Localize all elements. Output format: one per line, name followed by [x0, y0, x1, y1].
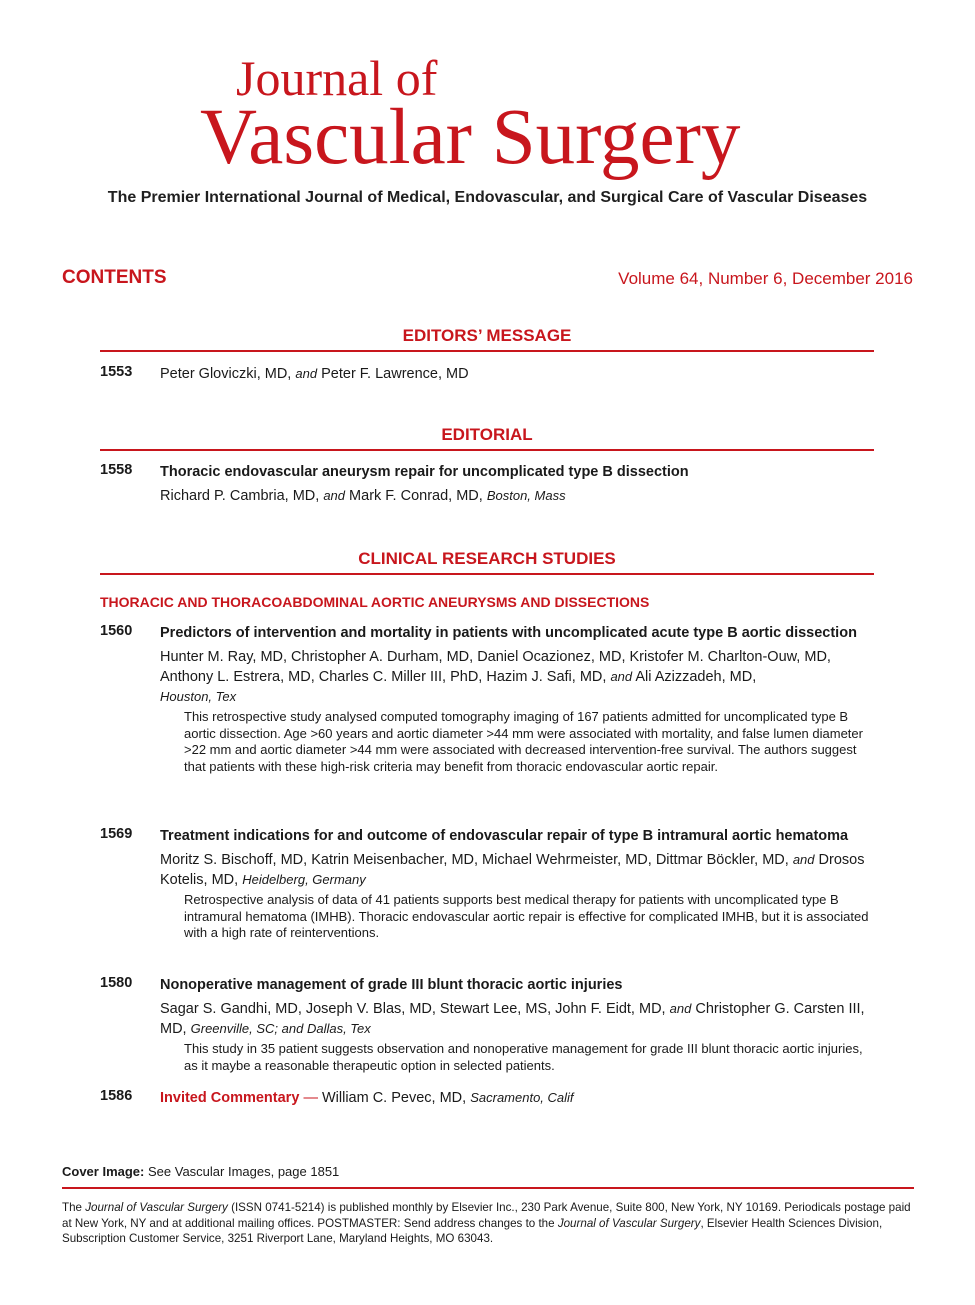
invited-commentary-link[interactable]: Invited Commentary — [160, 1090, 300, 1106]
section-rule — [100, 449, 874, 451]
subsection-heading: THORACIC AND THORACOABDOMINAL AORTIC ANEURYSMS AND DISSECTIONS — [100, 594, 650, 610]
page-number: 1586 — [100, 1088, 133, 1104]
page-number: 1560 — [100, 623, 133, 639]
page-number: 1553 — [100, 364, 133, 380]
section-heading-editorial: EDITORIAL — [441, 425, 533, 444]
abstract: This retrospective study analysed computed tomography imaging of 167 patients admitted for uncomplicated type B aortic dissection. Age >60 years and aortic diameter >44 mm were associated with mortality, and false lumen diameter >22 mm and aortic diameter >44 mm were associated with decreased intervention-free survival. The authors suggest that patients with these high-risk criteria may benefit from thoracic endovascular aortic repair. — [184, 709, 863, 774]
masthead-line2: Vascular Surgery — [200, 94, 741, 181]
masthead-line1: Journal of — [236, 50, 438, 106]
toc-entry-1569[interactable] — [100, 826, 880, 942]
toc-entry-1558[interactable] — [100, 462, 880, 506]
article-title[interactable]: Treatment indications for and outcome of endovascular repair of type B intramural aortic hematoma — [160, 828, 849, 844]
commentary-line: Invited Commentary — William C. Pevec, MD, Sacramento, Calif — [160, 1090, 574, 1106]
authors: Richard P. Cambria, MD, and Mark F. Conrad, MD, Boston, Mass — [160, 488, 566, 504]
masthead — [0, 50, 975, 181]
journal-subtitle: The Premier International Journal of Medical, Endovascular, and Surgical Care of Vascular Diseases — [107, 189, 868, 206]
cover-image-note: Cover Image: See Vascular Images, page 1851 — [62, 1164, 340, 1179]
page-number: 1569 — [100, 826, 133, 842]
section-rule — [100, 350, 874, 352]
toc-entry-1580[interactable] — [100, 975, 880, 1074]
authors: Sagar S. Gandhi, MD, Joseph V. Blas, MD, Stewart Lee, MS, John F. Eidt, MD, and Christopher G. Carsten III, MD, Greenville, SC; and Dallas, Tex — [160, 1001, 865, 1037]
toc-entry-1553[interactable] — [100, 364, 880, 384]
authors: Hunter M. Ray, MD, Christopher A. Durham, MD, Daniel Ocazionez, MD, Kristofer M. Charlton-Ouw, MD, Anthony L. Estrera, MD, Charles C. Miller III, PhD, Hazim J. Safi, MD, and Ali Azizzadeh, MD, Houston, Tex — [160, 649, 831, 704]
abstract: This study in 35 patient suggests observation and nonoperative management for grade III blunt thoracic aortic injuries, as it maybe a reasonable therapeutic option in selected patients. — [184, 1041, 863, 1073]
article-title[interactable]: Nonoperative management of grade III blunt thoracic aortic injuries — [160, 977, 623, 993]
page-number: 1558 — [100, 462, 133, 478]
section-rule — [100, 573, 874, 575]
toc-entry-1560[interactable] — [100, 623, 880, 775]
issue-info: Volume 64, Number 6, December 2016 — [618, 269, 913, 288]
authors: Moritz S. Bischoff, MD, Katrin Meisenbacher, MD, Michael Wehrmeister, MD, Dittmar Böckler, MD, and Drosos Kotelis, MD, Heidelberg, Germany — [160, 852, 865, 888]
section-heading-clinical-research: CLINICAL RESEARCH STUDIES — [358, 549, 616, 568]
authors: Peter Gloviczki, MD, and Peter F. Lawrence, MD — [160, 366, 469, 382]
contents-label: CONTENTS — [62, 267, 167, 288]
page-number: 1580 — [100, 975, 133, 991]
publication-footer: The Journal of Vascular Surgery (ISSN 0741-5214) is published monthly by Elsevier Inc., 230 Park Avenue, Suite 800, New York, NY 10169. Periodicals postage paid at New York, NY and at additional mailing offices. POSTMASTER: Send address changes to the Journal of Vascular Surgery, Elsevier Health Sciences Division, Subscription Customer Service, 3251 Riverport Lane, Maryland Heights, MO 63043. — [62, 1201, 911, 1245]
section-heading-editors-message: EDITORS’ MESSAGE — [402, 326, 572, 345]
article-title[interactable]: Predictors of intervention and mortality in patients with uncomplicated acute type B aortic dissection — [160, 625, 857, 641]
abstract: Retrospective analysis of data of 41 patients supports best medical therapy for patients with uncomplicated type B intramural hematoma (IMHB). Thoracic endovascular aortic repair is effective for complicated IMHB, but it is associated with a high rate of reinterventions. — [184, 892, 869, 941]
footer-rule — [62, 1187, 914, 1189]
article-title[interactable]: Thoracic endovascular aneurysm repair for uncomplicated type B dissection — [160, 464, 689, 480]
toc-entry-1586[interactable] — [100, 1088, 880, 1108]
